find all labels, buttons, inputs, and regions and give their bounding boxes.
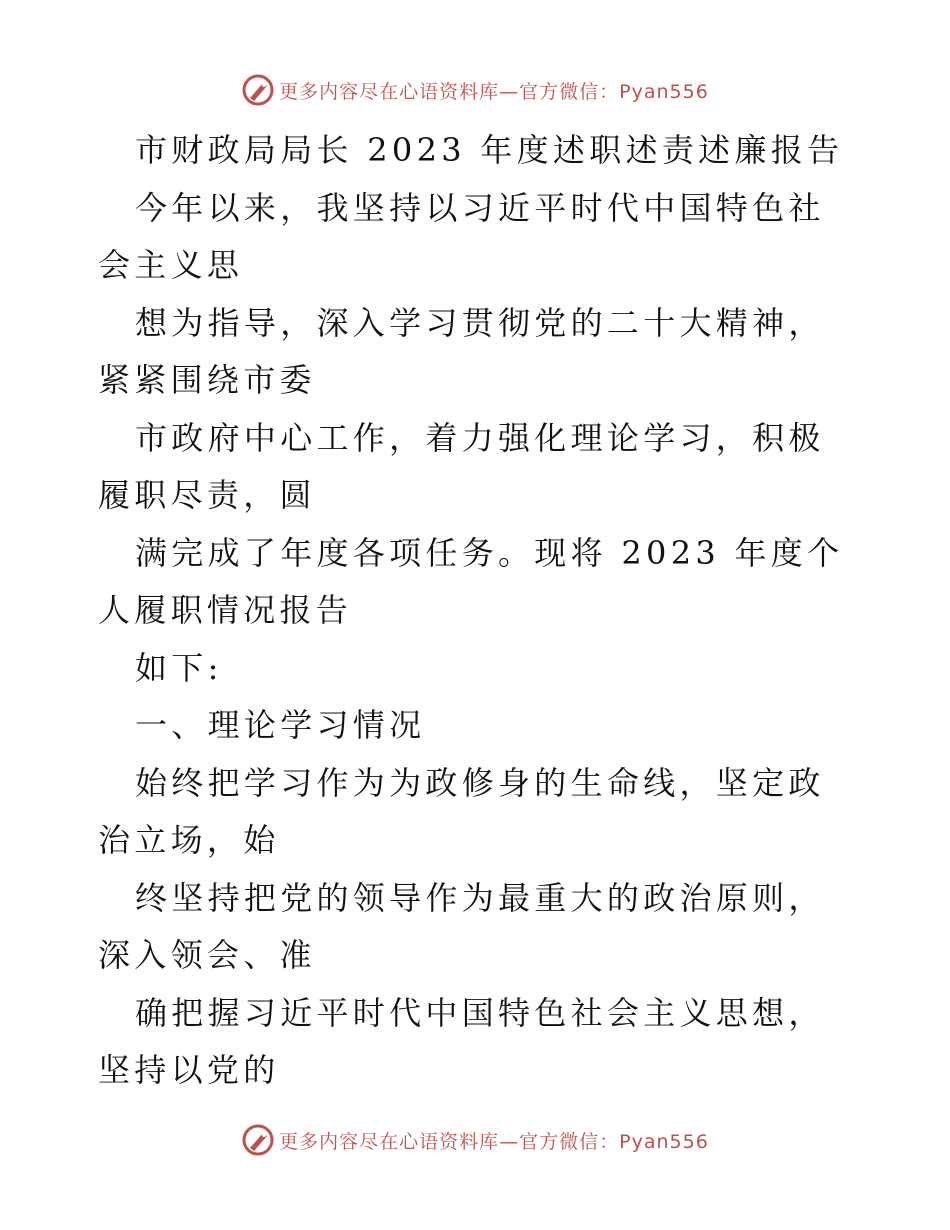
paragraph-line: 满完成了年度各项任务。现将 2023 年度个人履职情况报告 [98,533,844,629]
footer-watermark-banner [0,1120,950,1160]
header-watermark-banner [0,70,950,110]
section-heading: 一、理论学习情况 [135,706,426,744]
paragraph-line: 终坚持把党的领导作为最重大的政治原则，深入领会、准 [98,878,825,974]
pen-logo-icon [241,1123,275,1157]
paragraph-line: 想为指导，深入学习贯彻党的二十大精神，紧紧围绕市委 [98,303,825,399]
header-watermark-text: 更多内容尽在心语资料库—官方微信：Pyan556 [279,80,709,103]
paragraph-line: 市政府中心工作，着力强化理论学习，积极履职尽责，圆 [98,418,825,514]
paragraph-line: 始终把学习作为为政修身的生命线，坚定政治立场，始 [98,763,825,859]
document-title: 市财政局局长 2023 年度述职述责述廉报告 [135,131,844,169]
pen-logo-icon [241,73,275,107]
document-body [98,122,858,1100]
paragraph-line: 如下: [135,648,223,687]
footer-watermark-text: 更多内容尽在心语资料库—官方微信：Pyan556 [279,1130,709,1153]
paragraph-line: 确把握习近平时代中国特色社会主义思想，坚持以党的 [98,993,825,1089]
paragraph-line: 今年以来，我坚持以习近平时代中国特色社会主义思 [98,188,825,284]
